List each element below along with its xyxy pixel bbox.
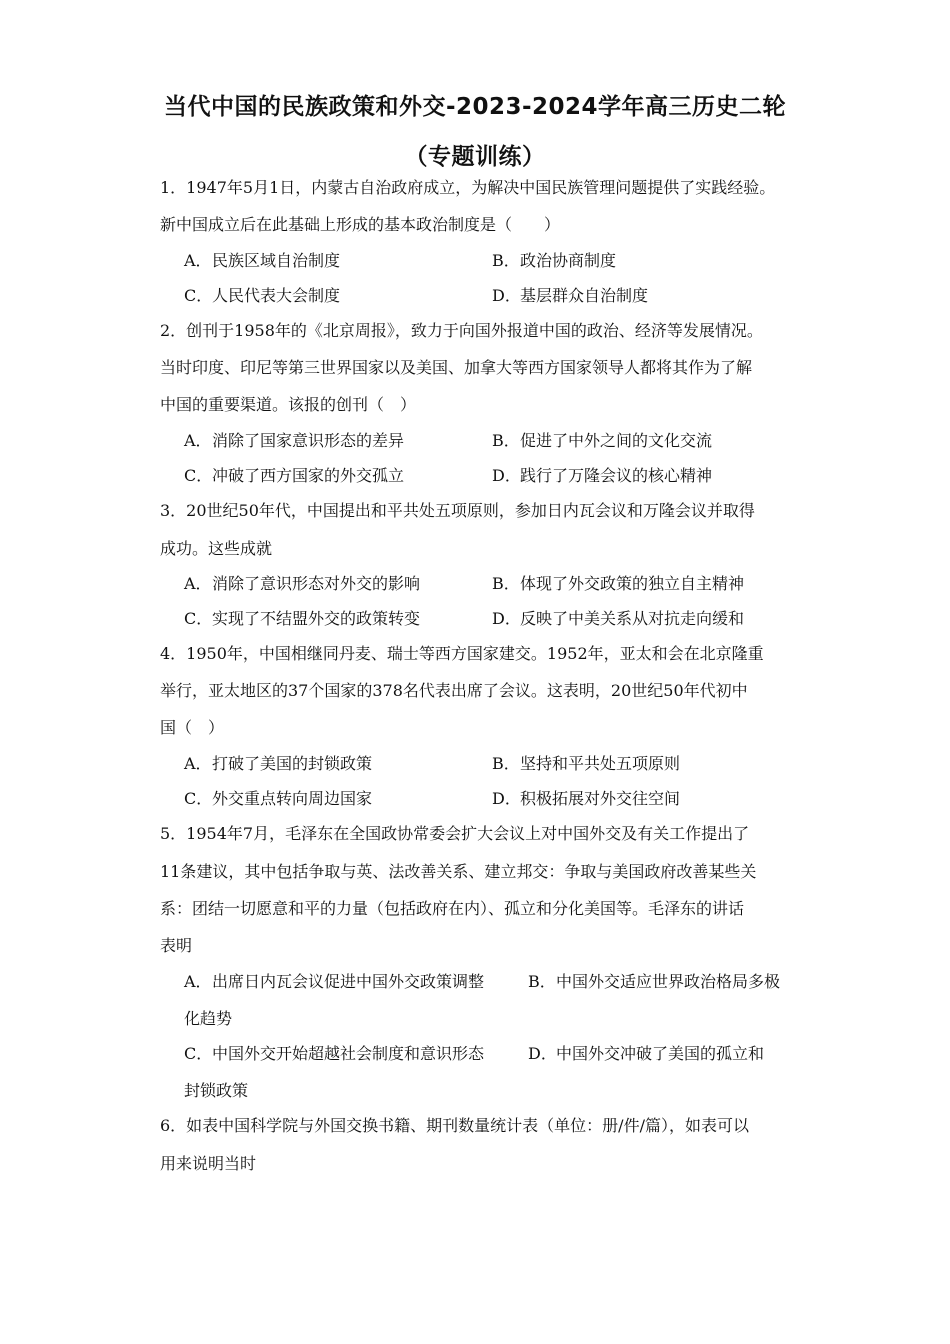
option-d[interactable]: D．基层群众自治制度 xyxy=(492,286,649,305)
option-b[interactable]: B．政治协商制度 xyxy=(492,251,617,270)
option-b[interactable]: B．体现了外交政策的独立自主精神 xyxy=(492,574,745,593)
option-d[interactable]: D．反映了中美关系从对抗走向缓和 xyxy=(492,609,745,628)
question-text-line: 3．20世纪50年代，中国提出和平共处五项原则，参加日内瓦会议和万隆会议并取得 xyxy=(160,501,755,520)
option-c[interactable]: C．实现了不结盟外交的政策转变 xyxy=(184,609,421,628)
question-text-line: 4．1950年，中国相继同丹麦、瑞士等西方国家建交。1952年，亚太和会在北京隆重 xyxy=(160,644,764,663)
question-text-line: 成功。这些成就 xyxy=(160,539,273,558)
question-text-line: 新中国成立后在此基础上形成的基本政治制度是（ ） xyxy=(160,215,561,234)
option-d-continued: 封锁政策 xyxy=(184,1081,249,1100)
option-b-continued: 化趋势 xyxy=(184,1009,233,1028)
option-b[interactable]: B．中国外交适应世界政治格局多极 xyxy=(528,972,781,991)
option-d[interactable]: D．践行了万隆会议的核心精神 xyxy=(492,466,713,485)
question-text-line: 中国的重要渠道。该报的创刊（ ） xyxy=(160,395,417,414)
question-text-line: 举行，亚太地区的37个国家的378名代表出席了会议。这表明，20世纪50年代初中 xyxy=(160,681,748,700)
question-text-line: 2．创刊于1958年的《北京周报》，致力于向国外报道中国的政治、经济等发展情况。 xyxy=(160,321,763,340)
option-a[interactable]: A．出席日内瓦会议促进中国外交政策调整 xyxy=(184,972,485,991)
option-d[interactable]: D．中国外交冲破了美国的孤立和 xyxy=(528,1044,765,1063)
question-text-line: 6．如表中国科学院与外国交换书籍、期刊数量统计表（单位：册/件/篇），如表可以 xyxy=(160,1116,749,1135)
option-d[interactable]: D．积极拓展对外交往空间 xyxy=(492,789,681,808)
option-c[interactable]: C．中国外交开始超越社会制度和意识形态 xyxy=(184,1044,485,1063)
question-text-line: 5．1954年7月，毛泽东在全国政协常委会扩大会议上对中国外交及有关工作提出了 xyxy=(160,824,750,843)
question-text-line: 系：团结一切愿意和平的力量（包括政府在内）、孤立和分化美国等。毛泽东的讲话 xyxy=(160,899,745,918)
question-text-line: 当时印度、印尼等第三世界国家以及美国、加拿大等西方国家领导人都将其作为了解 xyxy=(160,358,753,377)
option-b[interactable]: B．坚持和平共处五项原则 xyxy=(492,754,681,773)
option-a[interactable]: A．消除了国家意识形态的差异 xyxy=(184,431,405,450)
question-text-line: 1．1947年5月1日，内蒙古自治政府成立，为解决中国民族管理问题提供了实践经验。 xyxy=(160,178,776,197)
option-a[interactable]: A．消除了意识形态对外交的影响 xyxy=(184,574,421,593)
option-c[interactable]: C．冲破了西方国家的外交孤立 xyxy=(184,466,405,485)
option-c[interactable]: C．外交重点转向周边国家 xyxy=(184,789,373,808)
question-text-line: 表明 xyxy=(160,936,193,955)
option-a[interactable]: A．打破了美国的封锁政策 xyxy=(184,754,373,773)
option-a[interactable]: A．民族区域自治制度 xyxy=(184,251,341,270)
question-text-line: 11条建议，其中包括争取与英、法改善关系、建立邦交：争取与美国政府改善某些关 xyxy=(160,862,757,881)
question-text-line: 用来说明当时 xyxy=(160,1154,257,1173)
title-line-2: （专题训练） xyxy=(404,144,546,170)
option-b[interactable]: B．促进了中外之间的文化交流 xyxy=(492,431,713,450)
question-text-line: 国（ ） xyxy=(160,718,225,737)
title-line-1: 当代中国的民族政策和外交-2023-2024学年高三历史二轮 xyxy=(163,94,787,120)
option-c[interactable]: C．人民代表大会制度 xyxy=(184,286,341,305)
